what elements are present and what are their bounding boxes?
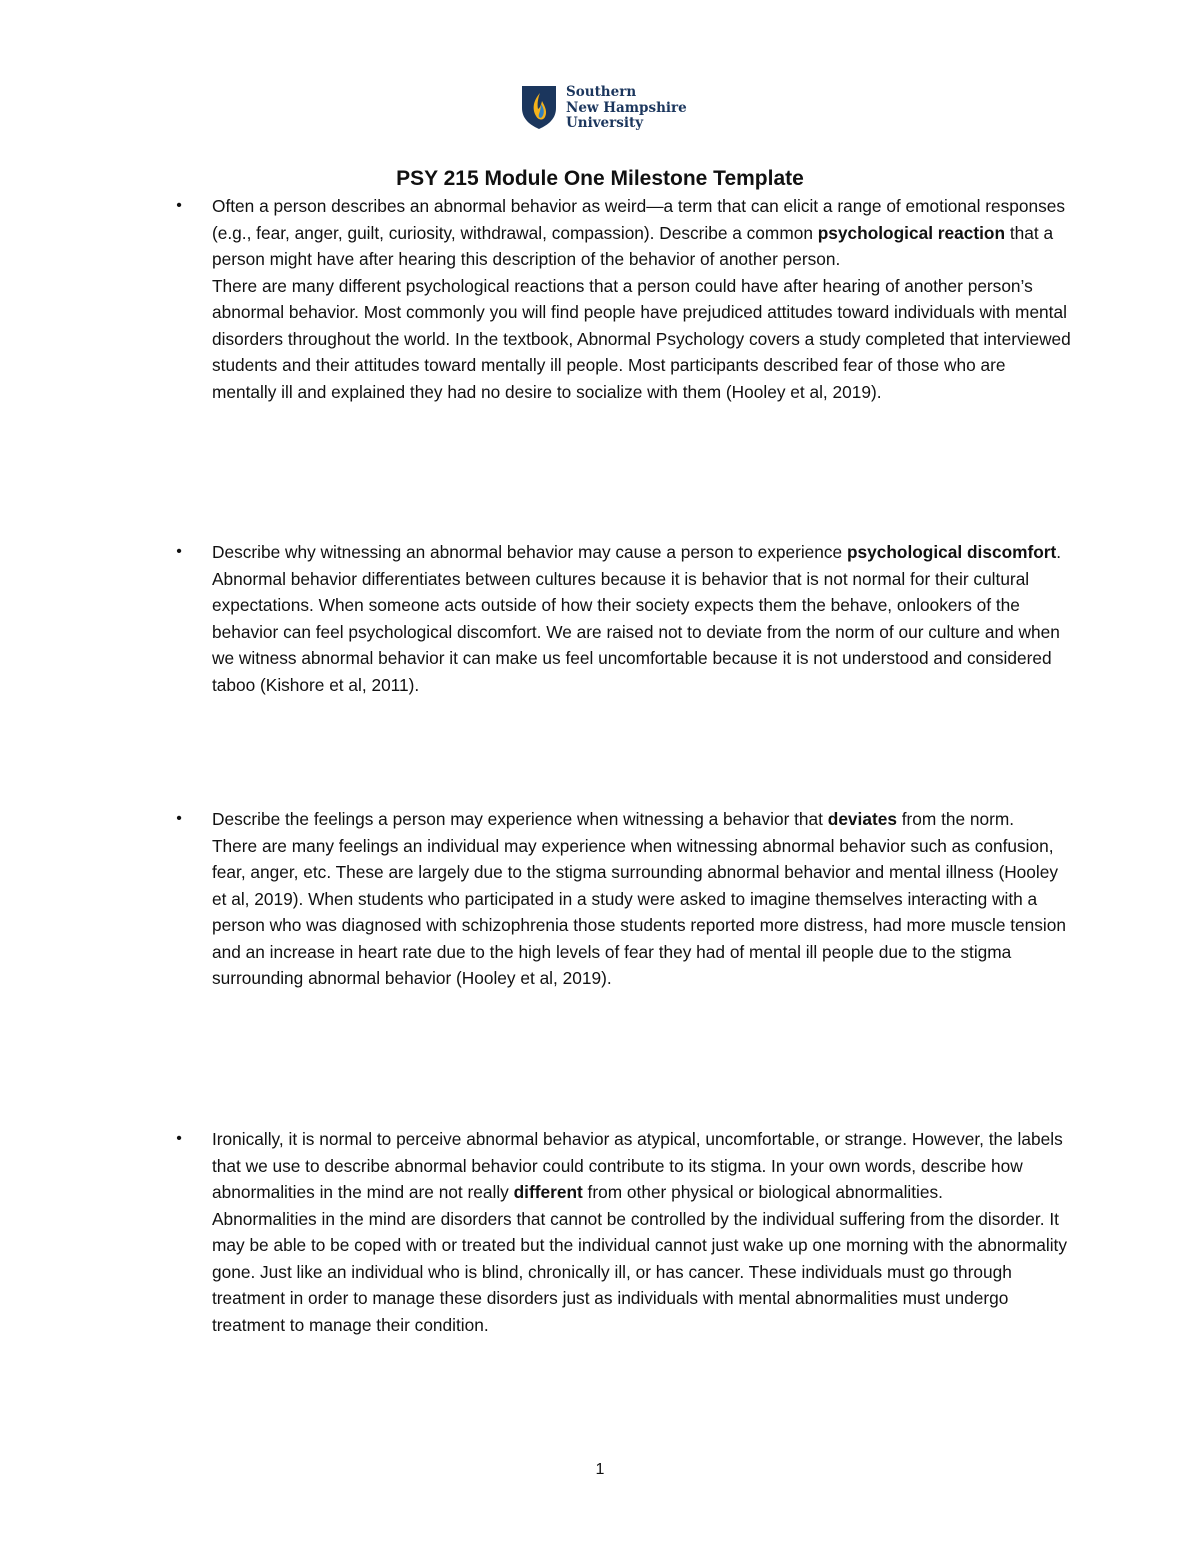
prompt-text: Often a person describes an abnormal behavior as weird—a term that can elicit a range of emotional responses (e.g., fear, anger, guilt, curiosity, withdrawal, compassion). Describe a common bbox=[212, 196, 1066, 243]
prompt-text: Ironically, it is normal to perceive abnormal behavior as atypical, uncomfortable, or strange. However, the labels that we use to describe abnormal behavior could contribute to its stigma. In your own words, describe how abnormalities in the mind are not really bbox=[212, 1129, 1063, 1202]
page-number: 1 bbox=[595, 1461, 605, 1478]
bullet-icon: • bbox=[176, 1130, 182, 1147]
logo-line-3: University bbox=[566, 115, 644, 131]
bullet-icon: • bbox=[176, 197, 182, 214]
answer-text: There are many different psychological reactions that a person could have after hearing of another person’s abnormal behavior. Most commonly you will find people have prejudiced attitudes toward individuals with mental disorders throughout the world. In the textbook, Abnormal Psychology covers a study completed that interviewed students and their attitudes toward mentally ill people. Most participants described fear of those who are mentally ill and explained they had no desire to socialize with them (Hooley et al, 2019). bbox=[212, 275, 1071, 402]
document-title: PSY 215 Module One Milestone Template bbox=[396, 167, 804, 190]
prompt-text: Describe why witnessing an abnormal behavior may cause a person to experience bbox=[212, 542, 847, 562]
logo-wordmark bbox=[566, 85, 687, 132]
prompt-text: that a person might have after hearing this description of the behavior of another person. bbox=[212, 222, 1054, 269]
logo-line-1: Southern bbox=[566, 84, 637, 100]
question-prompt bbox=[212, 1126, 1072, 1206]
prompt-keyword: psychological discomfort bbox=[846, 542, 1057, 562]
bullet-icon: • bbox=[176, 543, 182, 560]
question-prompt bbox=[212, 539, 1072, 566]
question-block-3 bbox=[176, 806, 1072, 992]
prompt-text: Describe the feelings a person may experience when witnessing a behavior that bbox=[212, 809, 828, 829]
prompt-text: . bbox=[1056, 542, 1062, 562]
answer-text: Abnormal behavior differentiates between cultures because it is behavior that is not normal for their cultural expectations. When someone acts outside of how their society expects them the behave, onlookers of the behavior can feel psychological discomfort. We are raised not to deviate from the norm of our culture and when we witness abnormal behavior it can make us feel uncomfortable because it is not understood and considered taboo (Kishore et al, 2011). bbox=[212, 568, 1060, 695]
logo-line-2: New Hampshire bbox=[566, 99, 687, 116]
prompt-keyword: different bbox=[513, 1182, 583, 1202]
bullet-icon: • bbox=[176, 810, 182, 827]
question-prompt bbox=[212, 806, 1072, 833]
answer-text: Abnormalities in the mind are disorders that cannot be controlled by the individual suffering from the disorder. It may be able to be coped with or treated but the individual cannot just wake up one morning with the abnormality gone. Just like an individual who is blind, chronically ill, or has cancer. These individuals must go through treatment in order to manage these disorders just as individuals with mental abnormalities must undergo treatment to manage their condition. bbox=[212, 1208, 1067, 1335]
question-prompt bbox=[212, 193, 1072, 273]
prompt-keyword: deviates bbox=[827, 809, 897, 829]
flame-shield-icon bbox=[520, 84, 558, 130]
prompt-text: from the norm. bbox=[896, 809, 1015, 829]
question-block-4 bbox=[176, 1126, 1072, 1338]
question-block-1 bbox=[176, 193, 1072, 405]
prompt-text: from other physical or biological abnormalities. bbox=[582, 1182, 943, 1202]
prompt-keyword: psychological reaction bbox=[817, 222, 1006, 243]
question-block-2 bbox=[176, 539, 1072, 698]
answer-text: There are many feelings an individual may experience when witnessing abnormal behavior such as confusion, fear, anger, etc. These are largely due to the stigma surrounding abnormal behavior and mental illness (Hooley et al, 2019). When students who participated in a study were asked to imagine themselves interacting with a person who was diagnosed with schizophrenia those students reported more distress, had more muscle tension and an increase in heart rate due to the high levels of fear they had of mental ill people due to the stigma surrounding abnormal behavior (Hooley et al, 2019). bbox=[212, 835, 1066, 988]
university-logo bbox=[520, 84, 690, 134]
